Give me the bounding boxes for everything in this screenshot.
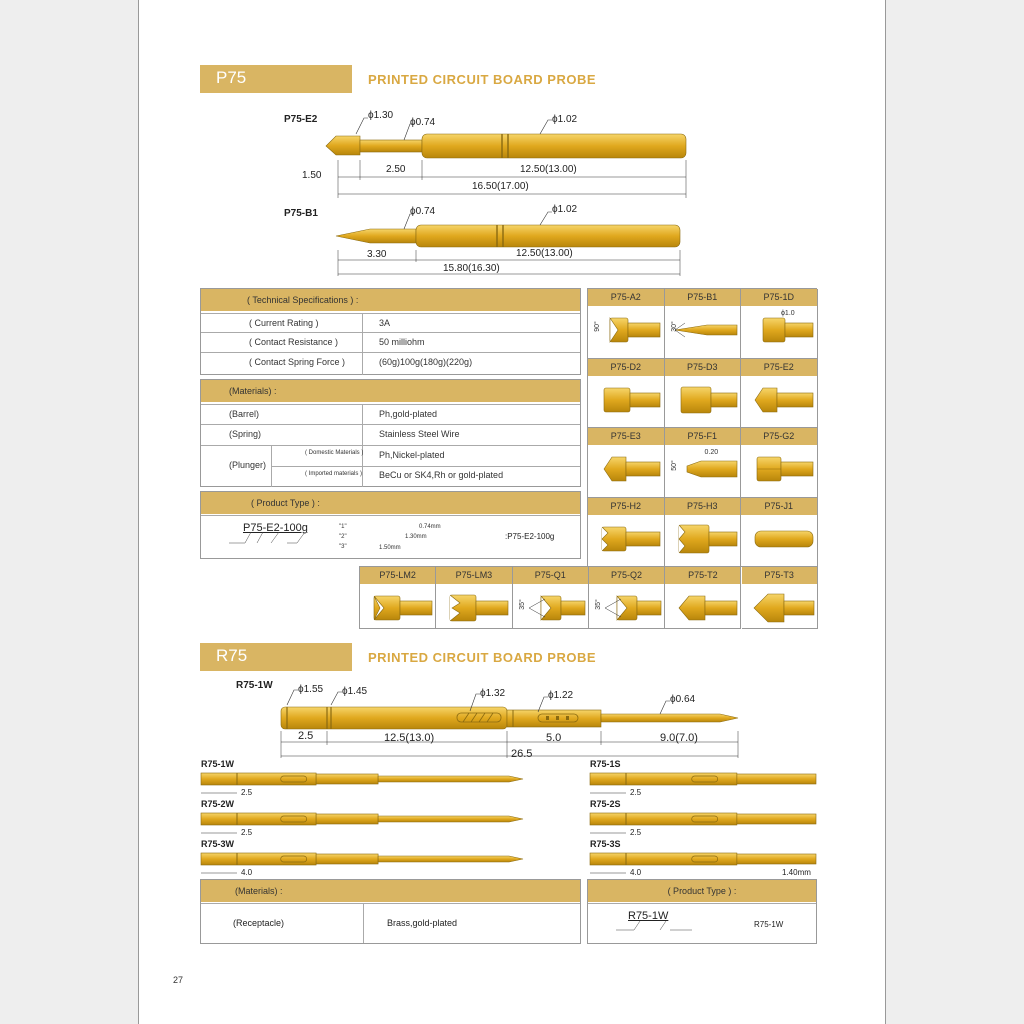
tip-name: P75-LM3 <box>436 567 511 584</box>
tip-row-bottom <box>359 566 817 629</box>
receptacle-label: (Receptacle) <box>233 918 285 928</box>
pt-note-1: "1" <box>339 524 347 530</box>
probe-tip-image <box>590 448 664 490</box>
p75-b1-dim-a: 3.30 <box>367 249 387 260</box>
tip-cell <box>742 567 818 629</box>
tip-cell <box>589 567 665 629</box>
p75-e2-d-neck: ϕ0.74 <box>410 117 436 128</box>
domestic-value: Ph,Nickel-plated <box>379 450 445 460</box>
tip-cell <box>513 567 589 629</box>
spring-label: (Spring) <box>229 429 262 439</box>
spec-value: 50 milliohm <box>379 337 425 347</box>
tip-cell <box>588 359 665 429</box>
plunger-row <box>201 446 580 487</box>
r75-d3: ϕ1.32 <box>480 688 506 699</box>
tip-name: P75-H2 <box>588 498 664 515</box>
probe-tip-image <box>590 518 664 560</box>
tip-cell <box>588 289 665 359</box>
tip-cell <box>665 289 742 359</box>
p75-section-badge: P75 <box>200 65 352 93</box>
p75-e2-dim-c: 12.50(13.00) <box>520 164 577 175</box>
tip-cell <box>741 359 818 429</box>
r75-section-badge: R75 <box>200 643 352 671</box>
tip-grid <box>587 288 817 566</box>
tip-angle: 30° <box>670 321 678 332</box>
tip-name: P75-J1 <box>741 498 817 515</box>
variant-dim: 2.5 <box>241 788 253 797</box>
probe-tip-image <box>438 587 512 629</box>
p75-b1-d-body: ϕ1.02 <box>552 204 578 215</box>
p75-e2-label: P75-E2 <box>284 114 318 125</box>
r75-product-code: R75-1W <box>628 910 669 922</box>
tip-cell <box>741 498 818 568</box>
tech-specs-header: ( Technical Specifications ) : <box>201 289 580 311</box>
tip-cell <box>588 428 665 498</box>
variant-dim: 2.5 <box>241 828 253 837</box>
barrel-value: Ph,gold-plated <box>379 409 438 419</box>
r75-d4: ϕ1.22 <box>548 690 574 701</box>
tip-angle: 35° <box>518 599 526 610</box>
tip-cell <box>665 567 741 629</box>
variant-name: R75-2S <box>590 799 621 809</box>
r75-dim-b: 12.5(13.0) <box>384 732 435 744</box>
spec-row <box>201 353 580 375</box>
tip-cell <box>741 289 818 359</box>
plunger-label: (Plunger) <box>229 460 267 470</box>
tech-specs-panel <box>200 288 581 375</box>
variant-dim: 4.0 <box>630 868 642 877</box>
variant-dim: 2.5 <box>630 788 642 797</box>
barrel-label: (Barrel) <box>229 409 260 419</box>
r75-d5: ϕ0.64 <box>670 694 696 705</box>
domestic-label: ( Domestic Materials ) <box>305 450 364 456</box>
pt-value-1: 0.74mm <box>419 524 441 530</box>
r75-product-type-header: ( Product Type ) : <box>588 880 816 902</box>
variant-dim: 4.0 <box>241 868 253 877</box>
pt-result: :P75-E2-100g <box>505 532 555 541</box>
tip-name: P75-F1 <box>665 428 741 445</box>
tip-angle: 90° <box>593 321 601 332</box>
tip-cell <box>665 498 742 568</box>
tip-angle: 35° <box>594 599 602 610</box>
probe-tip-image <box>744 587 818 629</box>
imported-label: ( Imported materials ) <box>305 471 363 477</box>
p75-b1-label: P75-B1 <box>284 208 318 219</box>
pt-note-3: "3" <box>339 544 347 550</box>
r75-product-type-panel <box>587 879 817 944</box>
pt-note-2: "2" <box>339 534 347 540</box>
r75-dim-a: 2.5 <box>298 730 314 742</box>
page-number: 27 <box>173 975 184 985</box>
r75-dim-c: 5.0 <box>546 732 562 744</box>
variant-dim: 2.5 <box>630 828 642 837</box>
r75-d2: ϕ1.45 <box>342 686 368 697</box>
tip-cell <box>665 359 742 429</box>
tip-angle: 50° <box>670 460 678 471</box>
tip-name: P75-Q1 <box>513 567 588 584</box>
tip-name: P75-D3 <box>665 359 741 376</box>
tip-name: P75-T2 <box>665 567 740 584</box>
imported-value: BeCu or SK4,Rh or gold-plated <box>379 470 504 480</box>
r75-section-title: PRINTED CIRCUIT BOARD PROBE <box>368 650 597 665</box>
tip-name: P75-Q2 <box>589 567 664 584</box>
tip-cell <box>665 428 742 498</box>
variant-name: R75-1S <box>590 759 621 769</box>
tip-name: P75-E2 <box>741 359 817 376</box>
r75-main-label: R75-1W <box>236 680 273 691</box>
spec-value: (60g)100g(180g)(220g) <box>379 357 473 367</box>
pt-value-2: 1.30mm <box>405 534 427 540</box>
variant-probe-drawing <box>201 771 563 801</box>
tip-name: P75-E3 <box>588 428 664 445</box>
tip-name: P75-A2 <box>588 289 664 306</box>
r75-product-code-leaders <box>588 880 817 944</box>
tip-cell <box>436 567 512 629</box>
p75-e2-d-tip: ϕ1.30 <box>368 110 394 121</box>
tip-name: P75-T3 <box>742 567 817 584</box>
p75-e2-d-body: ϕ1.02 <box>552 114 578 125</box>
p75-b1-dim-c: 12.50(13.00) <box>516 248 573 259</box>
tip-name: P75-1D <box>741 289 817 306</box>
probe-tip-image <box>743 448 817 490</box>
variant-name: R75-3W <box>201 839 235 849</box>
variant-name: R75-1W <box>201 759 235 769</box>
tip-name: P75-B1 <box>665 289 741 306</box>
tip-cell <box>360 567 436 629</box>
probe-tip-image <box>591 587 665 629</box>
r75-dim-d: 9.0(7.0) <box>660 732 698 744</box>
spec-label: ( Contact Spring Force ) <box>249 357 346 367</box>
probe-tip-image <box>667 518 741 560</box>
spec-row <box>201 333 580 353</box>
product-code: P75-E2-100g <box>243 522 308 534</box>
p75-b1-d-neck: ϕ0.74 <box>410 206 436 217</box>
probe-tip-image <box>743 309 817 351</box>
variant-name: R75-2W <box>201 799 235 809</box>
probe-tip-image <box>362 587 436 629</box>
probe-tip-image <box>667 379 741 421</box>
materials-header: (Materials) : <box>201 380 580 402</box>
p75-e2-dim-b: 2.50 <box>386 164 406 175</box>
r75-materials-panel <box>200 879 581 944</box>
spring-value: Stainless Steel Wire <box>379 429 460 439</box>
tip-name: P75-D2 <box>588 359 664 376</box>
r75-variant-extra-dim: 1.40mm <box>782 868 811 877</box>
spec-label: ( Contact Resistance ) <box>249 337 339 347</box>
tip-name: P75-G2 <box>741 428 817 445</box>
probe-tip-image <box>590 309 664 351</box>
r75-materials-header: (Materials) : <box>201 880 580 902</box>
product-type-header: ( Product Type ) : <box>201 492 580 514</box>
spec-label: ( Current Rating ) <box>249 318 319 328</box>
p75-e2-dim-a: 1.50 <box>302 170 322 181</box>
material-row <box>201 404 580 425</box>
tip-cell <box>588 498 665 568</box>
p75-section-title: PRINTED CIRCUIT BOARD PROBE <box>368 72 597 87</box>
p75-e2-dim-total: 16.50(17.00) <box>472 181 529 192</box>
probe-tip-image <box>667 587 741 629</box>
probe-tip-image <box>590 379 664 421</box>
p75-b1-dim-total: 15.80(16.30) <box>443 263 500 274</box>
probe-tip-image <box>743 518 817 560</box>
pt-value-3: 1.50mm <box>379 545 401 551</box>
variant-probe-drawing <box>201 851 563 881</box>
r75-product-result: R75-1W <box>754 920 784 929</box>
tip-diameter: ϕ1.0 <box>781 310 795 317</box>
r75-dim-total: 26.5 <box>511 748 533 760</box>
variant-name: R75-3S <box>590 839 621 849</box>
material-row <box>201 425 580 446</box>
receptacle-value: Brass,gold-plated <box>387 918 458 928</box>
spec-row <box>201 313 580 333</box>
materials-panel <box>200 379 581 487</box>
product-type-panel <box>200 491 581 559</box>
r75-d1: ϕ1.55 <box>298 684 324 695</box>
spec-value: 3A <box>379 318 391 328</box>
tip-name: P75-H3 <box>665 498 741 515</box>
tip-cell <box>741 428 818 498</box>
tip-diameter: 0.20 <box>704 449 719 456</box>
variant-probe-drawing <box>201 811 563 841</box>
probe-tip-image <box>743 379 817 421</box>
tip-name: P75-LM2 <box>360 567 435 584</box>
